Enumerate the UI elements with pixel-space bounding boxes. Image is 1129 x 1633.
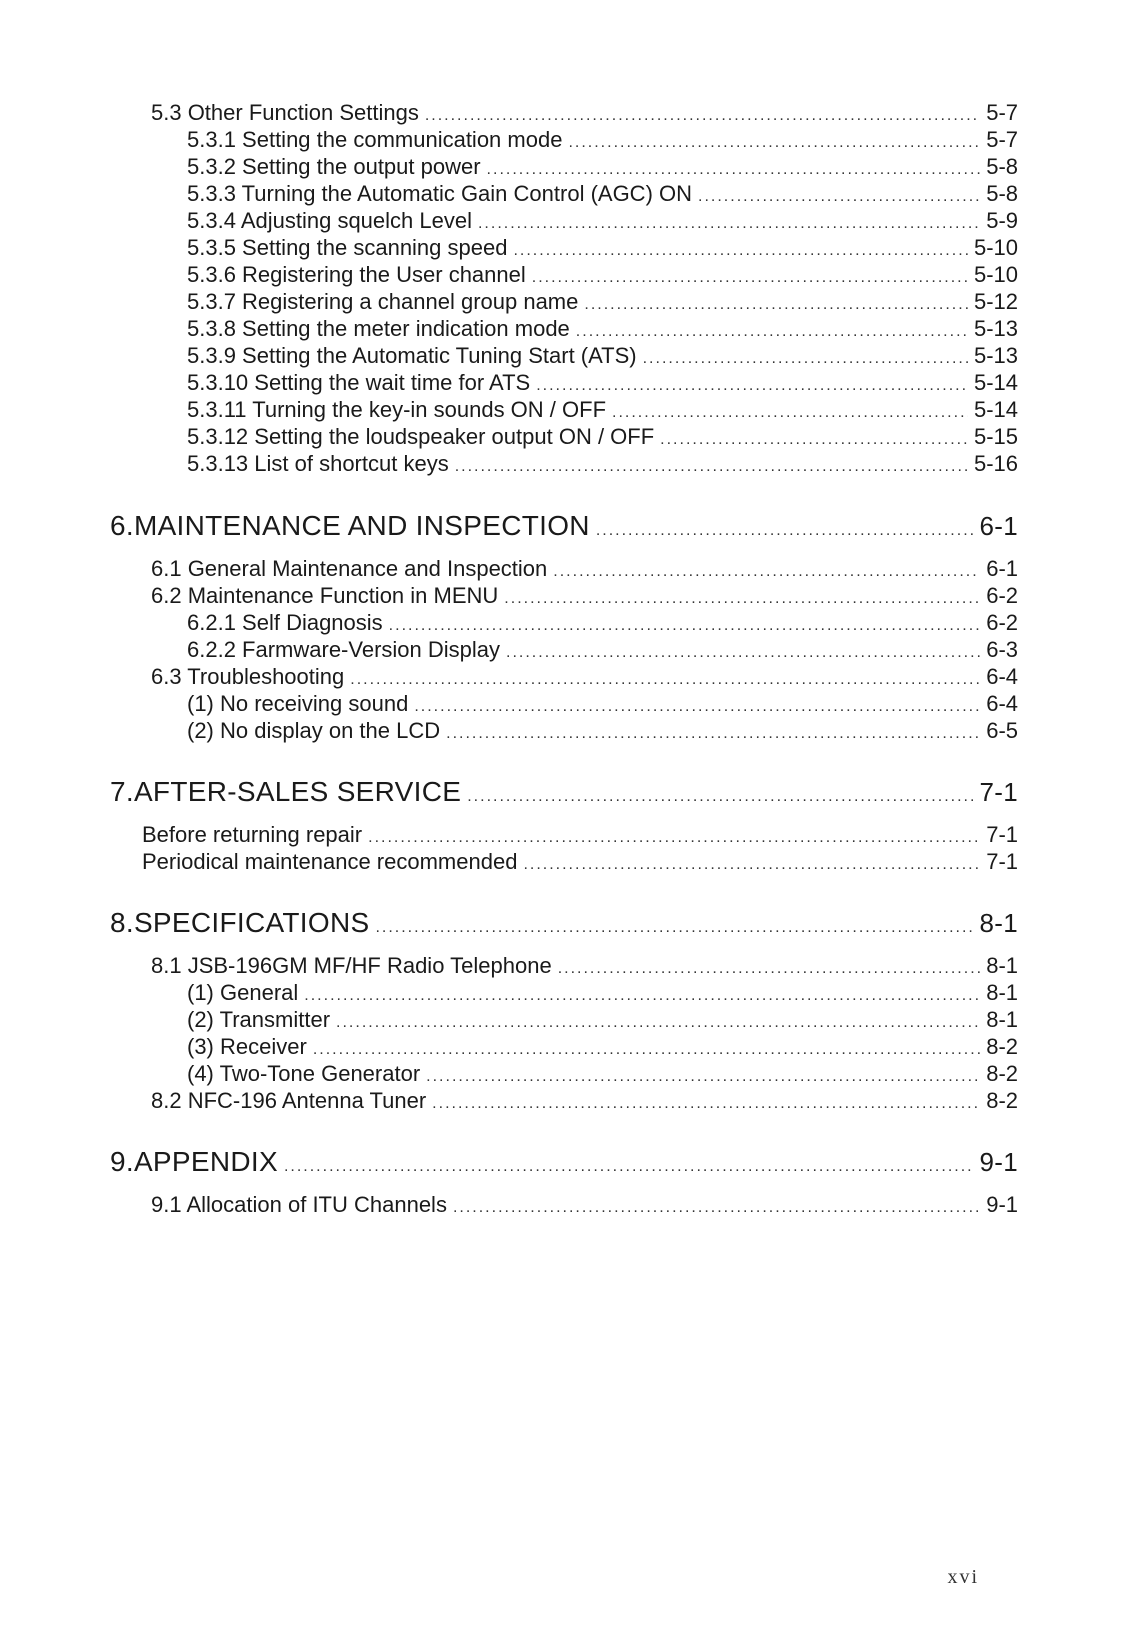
toc-entry-5-3-5	[187, 235, 1018, 261]
toc-entry-6-3-2	[187, 718, 1018, 744]
toc-entry-title: (2) No display on the LCD	[187, 718, 441, 743]
toc-entry-title: 5.3.9 Setting the Automatic Tuning Start (ATS)	[187, 343, 637, 368]
toc-entry-page: 5-8	[986, 154, 1018, 179]
toc-entry-8-1-2	[187, 1007, 1018, 1033]
toc-chapter-9	[110, 1146, 1018, 1178]
toc-entry-page: 5-7	[986, 100, 1018, 125]
leader-dots	[389, 617, 981, 635]
toc-entry-page: 7-1	[986, 822, 1018, 847]
leader-dots	[336, 1014, 980, 1032]
toc-entry-page: 6-1	[986, 556, 1018, 581]
toc-entry-title: 5.3.8 Setting the meter indication mode	[187, 316, 570, 341]
toc-entry-page: 5-15	[973, 424, 1018, 449]
leader-dots	[506, 644, 980, 662]
chapter-page: 6-1	[979, 511, 1018, 541]
chapter-title: 8.SPECIFICATIONS	[110, 907, 370, 938]
toc-entry-5-3-8	[187, 316, 1018, 342]
leader-dots	[612, 404, 968, 422]
toc-entry-page: 6-5	[986, 718, 1018, 743]
toc-entry-title: 5.3.11 Turning the key-in sounds ON / OFF	[187, 397, 607, 422]
leader-dots	[368, 829, 980, 847]
toc-entry-page: 5-14	[973, 370, 1018, 395]
leader-dots	[553, 563, 980, 581]
leader-dots	[432, 1095, 980, 1113]
toc-entry-5-3-4	[187, 208, 1018, 234]
toc-entry-page: 8-2	[986, 1061, 1018, 1086]
leader-dots	[643, 350, 968, 368]
leader-dots	[446, 725, 980, 743]
chapter-title: 7.AFTER-SALES SERVICE	[110, 776, 462, 807]
leader-dots	[523, 856, 980, 874]
toc-entry-page: 8-1	[986, 980, 1018, 1005]
toc-entry-title: Periodical maintenance recommended	[142, 849, 518, 874]
toc-entry-title: 5.3.1 Setting the communication mode	[187, 127, 563, 152]
toc-entry-8-1-4	[187, 1061, 1018, 1087]
toc-entry-6-1	[151, 556, 1018, 582]
toc-entry-title: 5.3.3 Turning the Automatic Gain Control (AGC) ON	[187, 181, 693, 206]
leader-dots	[414, 698, 980, 716]
toc-entry-9-1	[151, 1192, 1018, 1218]
toc-entry-6-2-2	[187, 637, 1018, 663]
leader-dots	[558, 960, 981, 978]
toc-entry-5-3-11	[187, 397, 1018, 423]
toc-entry-6-2-1	[187, 610, 1018, 636]
toc-entry-page: 8-1	[986, 1007, 1018, 1032]
chapter-page: 8-1	[979, 908, 1018, 938]
toc-entry-title: (4) Two-Tone Generator	[187, 1061, 421, 1086]
toc-entry-title: 6.2.2 Farmware-Version Display	[187, 637, 501, 662]
toc-entry-title: 6.2.1 Self Diagnosis	[187, 610, 383, 635]
toc-entry-8-2	[151, 1088, 1018, 1114]
leader-dots	[576, 323, 968, 341]
leader-dots	[350, 671, 980, 689]
leader-dots	[660, 431, 968, 449]
toc-chapter-6	[110, 510, 1018, 542]
toc-entry-page: 8-2	[986, 1034, 1018, 1059]
chapter-page: 9-1	[979, 1147, 1018, 1177]
page-number: xvi	[947, 1566, 979, 1588]
toc-entry-8-1-1	[187, 980, 1018, 1006]
toc-entry-title: 5.3.10 Setting the wait time for ATS	[187, 370, 531, 395]
toc-chapter-7	[110, 776, 1018, 808]
toc-entry-title: 5.3.5 Setting the scanning speed	[187, 235, 508, 260]
toc-entry-title: 6.1 General Maintenance and Inspection	[151, 556, 548, 581]
toc-entry-title: 5.3.6 Registering the User channel	[187, 262, 526, 287]
leader-dots	[467, 788, 973, 806]
leader-dots	[304, 987, 980, 1005]
toc-entry-page: 6-3	[986, 637, 1018, 662]
toc-entry-8-1-3	[187, 1034, 1018, 1060]
toc-entry-title: 8.1 JSB-196GM MF/HF Radio Telephone	[151, 953, 552, 978]
toc-entry-page: 8-2	[986, 1088, 1018, 1113]
toc-entry-6-3	[151, 664, 1018, 690]
leader-dots	[284, 1158, 974, 1176]
toc-chapter-8	[110, 907, 1018, 939]
toc-entry-page: 5-13	[973, 343, 1018, 368]
leader-dots	[532, 269, 968, 287]
toc-entry-page: 5-10	[973, 235, 1018, 260]
chapter-title: 9.APPENDIX	[110, 1146, 278, 1177]
toc-entry-5-3-12	[187, 424, 1018, 450]
toc-entry-5-3-1	[187, 127, 1018, 153]
leader-dots	[313, 1041, 980, 1059]
toc-entry-title: 5.3.7 Registering a channel group name	[187, 289, 579, 314]
toc-entry-5-3-3	[187, 181, 1018, 207]
toc-entry-page: 5-14	[973, 397, 1018, 422]
toc-entry-title: 6.3 Troubleshooting	[151, 664, 345, 689]
toc-entry-6-2	[151, 583, 1018, 609]
leader-dots	[375, 919, 973, 937]
leader-dots	[698, 188, 980, 206]
toc-entry-page: 5-16	[973, 451, 1018, 476]
toc-entry-periodical-maintenance	[142, 849, 1018, 875]
leader-dots	[536, 377, 968, 395]
toc-entry-page: 6-2	[986, 583, 1018, 608]
toc-entry-page: 5-10	[973, 262, 1018, 287]
toc-entry-page: 5-13	[973, 316, 1018, 341]
toc-entry-page: 5-7	[986, 127, 1018, 152]
toc-entry-title: (3) Receiver	[187, 1034, 307, 1059]
toc-entry-8-1	[151, 953, 1018, 979]
toc-entry-title: (1) General	[187, 980, 299, 1005]
toc-entry-page: 8-1	[986, 953, 1018, 978]
chapter-title: 6.MAINTENANCE AND INSPECTION	[110, 510, 590, 541]
toc-entry-title: 5.3.13 List of shortcut keys	[187, 451, 449, 476]
toc-entry-title: (1) No receiving sound	[187, 691, 409, 716]
toc-entry-title: (2) Transmitter	[187, 1007, 331, 1032]
leader-dots	[487, 161, 981, 179]
toc-entry-title: 8.2 NFC-196 Antenna Tuner	[151, 1088, 427, 1113]
toc-entry-title: 5.3 Other Function Settings	[151, 100, 419, 125]
leader-dots	[426, 1068, 980, 1086]
chapter-page: 7-1	[979, 777, 1018, 807]
toc-entry-before-returning	[142, 822, 1018, 848]
toc-entry-5-3-13	[187, 451, 1018, 477]
toc-entry-page: 5-9	[986, 208, 1018, 233]
toc-entry-title: Before returning repair	[142, 822, 363, 847]
toc-entry-page: 5-12	[973, 289, 1018, 314]
toc-entry-5-3-10	[187, 370, 1018, 396]
toc-entry-5-3-7	[187, 289, 1018, 315]
leader-dots	[568, 134, 980, 152]
toc-entry-title: 6.2 Maintenance Function in MENU	[151, 583, 499, 608]
leader-dots	[453, 1199, 980, 1217]
toc-entry-5-3-9	[187, 343, 1018, 369]
toc-entry-page: 6-4	[986, 691, 1018, 716]
toc-entry-page: 7-1	[986, 849, 1018, 874]
toc-entry-title: 9.1 Allocation of ITU Channels	[151, 1192, 447, 1217]
leader-dots	[425, 107, 980, 125]
toc-entry-page: 5-8	[986, 181, 1018, 206]
leader-dots	[596, 522, 974, 540]
leader-dots	[504, 590, 980, 608]
toc-entry-title: 5.3.12 Setting the loudspeaker output ON / OFF	[187, 424, 655, 449]
toc-entry-6-3-1	[187, 691, 1018, 717]
leader-dots	[584, 296, 968, 314]
toc-entry-page: 6-4	[986, 664, 1018, 689]
toc-entry-5-3-2	[187, 154, 1018, 180]
toc-entry-5-3	[151, 100, 1018, 126]
leader-dots	[513, 242, 967, 260]
toc-entry-title: 5.3.2 Setting the output power	[187, 154, 481, 179]
leader-dots	[455, 458, 968, 476]
toc-entry-page: 6-2	[986, 610, 1018, 635]
toc-entry-5-3-6	[187, 262, 1018, 288]
toc-entry-title: 5.3.4 Adjusting squelch Level	[187, 208, 472, 233]
leader-dots	[478, 215, 980, 233]
toc-entry-page: 9-1	[986, 1192, 1018, 1217]
